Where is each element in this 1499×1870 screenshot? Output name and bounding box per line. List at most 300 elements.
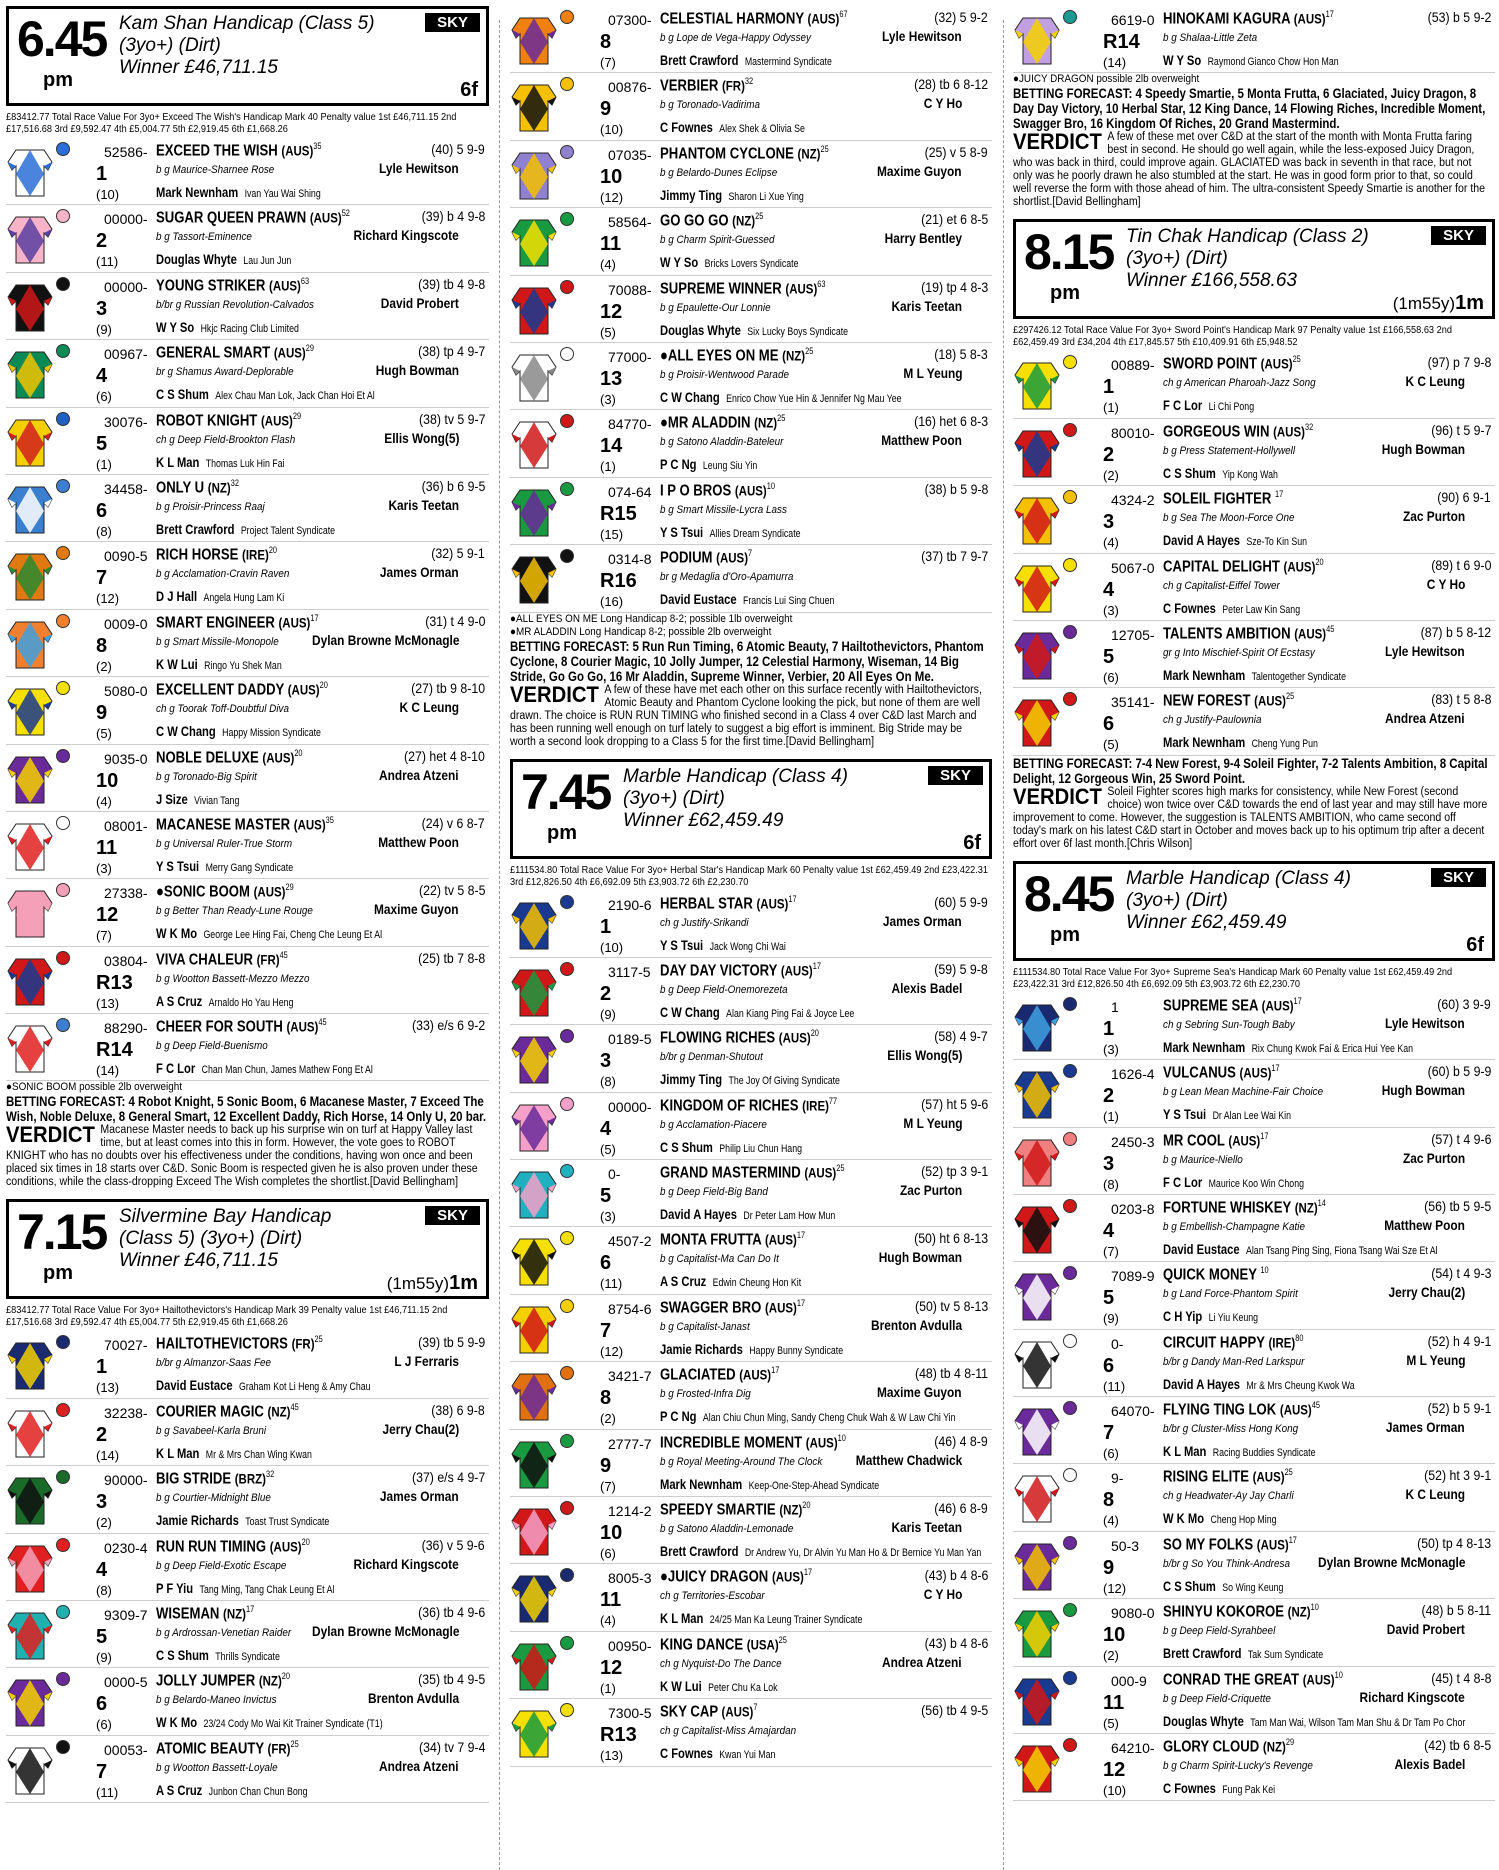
rating-age-weight: (27) het 4 8-10 xyxy=(404,747,485,764)
days-since-run: 32 xyxy=(1304,421,1314,432)
runner-form: 08001- xyxy=(104,817,148,834)
draw-number: (10) xyxy=(96,187,120,202)
jockey-silks-icon xyxy=(6,548,54,602)
horse-name xyxy=(660,1702,758,1721)
trainer-name: C Fownes xyxy=(660,119,713,136)
breeding: b g Belardo-Dunes Eclipse xyxy=(660,166,778,179)
breeding: b g Better Than Ready-Lune Rouge xyxy=(156,905,313,918)
breeding: b g Smart Missile-Lycra Lass xyxy=(660,503,787,516)
horse-name-text: HERBAL STAR xyxy=(660,894,753,912)
trainer-line xyxy=(1163,465,1278,481)
horse-country: (AUS) xyxy=(281,142,314,159)
days-since-run: 20 xyxy=(281,1671,290,1682)
horse-country: (IRE) xyxy=(802,1097,829,1114)
verdict xyxy=(6,1124,486,1189)
trainer-line xyxy=(156,1714,383,1730)
race-prize-info: £83412.77 Total Race Value For 3yo+ Hailtothevictors's Handicap Mark 39 Penalty value 1st £46,711.15 2nd £17,516.68 3rd £9,592.47 4th £5,004.77 5th £2,919.45 6th £1,668.26 xyxy=(6,1305,448,1329)
trainer-name: Y S Tsui xyxy=(660,936,704,953)
runner-row xyxy=(510,1632,992,1699)
horse-country: (NZ) xyxy=(797,145,821,162)
rating-age-weight: (34) tv 7 9-4 xyxy=(418,1738,485,1755)
jockey-silks-icon xyxy=(6,818,54,872)
horse-country: (NZ) xyxy=(782,347,806,364)
runner-form: 80010- xyxy=(1111,424,1155,441)
trainer-line xyxy=(156,319,299,335)
runner-row xyxy=(510,478,992,545)
trainer-line xyxy=(156,1377,371,1393)
jockey-silks-icon xyxy=(1013,1470,1061,1524)
owner-name: Peter Law Kin Sang xyxy=(1222,603,1301,616)
trainer-name: David Eustace xyxy=(660,591,737,608)
horse-name xyxy=(156,545,277,564)
jockey-silks-icon xyxy=(510,1301,558,1355)
trainer-line xyxy=(660,1139,802,1155)
rating-age-weight: (89) t 6 9-0 xyxy=(1430,556,1491,573)
horse-name xyxy=(1163,996,1302,1015)
jockey-silks-icon xyxy=(6,1674,54,1728)
trainer-line xyxy=(660,322,848,338)
cap-colour-icon xyxy=(56,479,70,493)
runner-row xyxy=(1013,351,1495,418)
horse-name xyxy=(660,211,763,230)
runner-row xyxy=(1013,1397,1495,1464)
rating-age-weight: (37) e/s 4 9-7 xyxy=(411,1469,485,1486)
rating-age-weight: (25) v 5 8-9 xyxy=(924,143,988,160)
horse-name-text: ●MR ALADDIN xyxy=(660,414,751,432)
jockey-name: Andrea Atzeni xyxy=(379,1757,459,1774)
runner-row xyxy=(6,745,489,812)
race-subtitle: (3yo+) (Dirt) xyxy=(1126,248,1228,270)
draw-number: (12) xyxy=(600,189,624,205)
column-3 xyxy=(1013,6,1495,1870)
race-distance-yards: (1m55y) xyxy=(386,1274,450,1294)
saddle-number: 3 xyxy=(96,297,108,320)
horse-name xyxy=(156,680,328,699)
jockey-name: Lyle Hewitson xyxy=(1385,1014,1465,1031)
jockey-silks-icon xyxy=(510,349,558,403)
trainer-line xyxy=(660,1273,801,1289)
tv-channel-badge: SKY xyxy=(425,13,480,32)
draw-number: (2) xyxy=(96,1515,112,1531)
rating-age-weight: (50) tp 4 8-13 xyxy=(1417,1534,1491,1551)
rating-age-weight: (60) 5 9-9 xyxy=(934,893,988,910)
saddle-number: R14 xyxy=(96,1039,133,1062)
runner-row xyxy=(6,1736,489,1803)
race-distance-main: 6f xyxy=(460,79,478,101)
horse-name xyxy=(660,1163,844,1182)
cap-colour-icon xyxy=(56,277,70,291)
verdict-heading: VERDICT xyxy=(6,1122,95,1148)
runner-form: 84770- xyxy=(608,416,652,433)
owner-name: Philip Liu Chun Hang xyxy=(719,1142,802,1155)
runner-form: 00000- xyxy=(104,278,148,295)
draw-number: (1) xyxy=(1103,1109,1119,1125)
trainer-line xyxy=(660,1071,840,1087)
horse-name xyxy=(1163,1737,1294,1756)
saddle-number: 12 xyxy=(600,1656,623,1679)
race-title-block xyxy=(1126,226,1369,292)
breeding: b g Deep Field-Onemorezeta xyxy=(660,983,788,996)
draw-number: (10) xyxy=(600,122,624,138)
trainer-line xyxy=(660,456,757,472)
cap-colour-icon xyxy=(56,1672,70,1686)
days-since-run: 29 xyxy=(305,343,314,354)
breeding: b g Deep Field-Buenismo xyxy=(156,1040,268,1053)
runner-row xyxy=(510,141,992,208)
trainer-line xyxy=(1163,1443,1316,1459)
tv-channel-badge: SKY xyxy=(425,1206,480,1225)
runner-form: 0189-5 xyxy=(608,1031,652,1048)
horse-name-text: CELESTIAL HARMONY xyxy=(660,10,804,28)
horse-name xyxy=(156,1469,274,1488)
owner-name: Racing Buddies Syndicate xyxy=(1212,1447,1316,1460)
horse-country: (IRE) xyxy=(242,546,269,563)
horse-name xyxy=(156,1604,254,1623)
owner-name: Edwin Cheung Hon Kit xyxy=(712,1277,802,1290)
jockey-silks-icon xyxy=(1013,1336,1061,1390)
days-since-run: 25 xyxy=(1286,691,1295,702)
breeding: b g Courtier-Midnight Blue xyxy=(156,1492,271,1505)
jockey-name: M L Yeung xyxy=(1405,1351,1465,1368)
runner-form: 0090-5 xyxy=(104,548,148,565)
jockey-silks-icon xyxy=(510,1031,558,1085)
breeding: b/br g Almanzor-Saas Fee xyxy=(156,1357,272,1370)
horse-country: (AUS) xyxy=(807,10,840,27)
race-pm: pm xyxy=(1050,282,1080,305)
runner-row xyxy=(6,1014,489,1081)
runner-row xyxy=(6,677,489,744)
horse-name-text: RUN RUN TIMING xyxy=(156,1537,267,1555)
trainer-line xyxy=(660,254,798,270)
jockey-name: Zac Purton xyxy=(1402,508,1465,525)
rating-age-weight: (24) v 6 8-7 xyxy=(421,814,485,831)
breeding: b/br g Denman-Shutout xyxy=(660,1051,763,1064)
jockey-name: David Probert xyxy=(1386,1621,1465,1638)
horse-name xyxy=(1163,691,1294,710)
rating-age-weight: (52) tp 3 9-1 xyxy=(920,1163,988,1180)
jockey-silks-icon xyxy=(510,1368,558,1422)
trainer-line xyxy=(1163,1780,1275,1796)
owner-name: 24/25 Man Ka Leung Trainer Syndicate xyxy=(709,1614,863,1627)
rating-age-weight: (21) et 6 8-5 xyxy=(920,211,988,228)
cap-colour-icon xyxy=(560,1366,574,1380)
saddle-number: 11 xyxy=(600,233,622,256)
trainer-name: A S Cruz xyxy=(660,1273,707,1290)
rating-age-weight: (37) tb 7 9-7 xyxy=(920,548,988,565)
saddle-number: 6 xyxy=(1103,1354,1115,1377)
horse-country: (NZ) xyxy=(754,414,778,431)
horse-name xyxy=(660,894,797,913)
trainer-name: F C Lor xyxy=(1163,1173,1203,1190)
cap-colour-icon xyxy=(56,1403,70,1417)
owner-name: Mastermind Syndicate xyxy=(744,56,832,68)
horse-name xyxy=(156,1537,310,1556)
jockey-silks-icon xyxy=(1013,1268,1061,1322)
owner-name: Mr & Mrs Chan Wing Kwan xyxy=(205,1448,312,1461)
trainer-name: D J Hall xyxy=(156,588,198,605)
owner-name: Six Lucky Boys Syndicate xyxy=(747,325,849,338)
breeding: ch g Justify-Paulownia xyxy=(1163,714,1262,727)
race-winner: Winner £166,558.63 xyxy=(1126,270,1297,292)
owner-name: Keep-One-Step-Ahead Syndicate xyxy=(748,1479,880,1492)
horse-country: (AUS) xyxy=(1260,355,1293,372)
horse-name-text: COURIER MAGIC xyxy=(156,1403,264,1421)
days-since-run: 35 xyxy=(313,141,322,151)
race-pm: pm xyxy=(547,821,577,844)
breeding: br g Shamus Award-Deplorable xyxy=(156,366,294,379)
owner-name: Graham Kot Li Heng & Amy Chau xyxy=(238,1381,371,1394)
runner-form: 03804- xyxy=(104,952,148,969)
owner-name: Project Talent Syndicate xyxy=(240,524,336,537)
horse-country: (AUS) xyxy=(268,277,301,294)
rating-age-weight: (38) tv 5 9-7 xyxy=(418,410,485,427)
owner-name: Alex Shek & Olivia Se xyxy=(719,123,805,136)
trainer-name: Y S Tsui xyxy=(1163,1106,1207,1123)
horse-name xyxy=(660,144,829,163)
trainer-name: C S Shum xyxy=(1163,464,1216,481)
rating-age-weight: (50) ht 6 8-13 xyxy=(914,1230,988,1247)
saddle-number: R13 xyxy=(600,1724,637,1747)
horse-name xyxy=(1163,1467,1293,1486)
breeding: b g Shalaa-Little Zeta xyxy=(1163,32,1258,44)
trainer-line xyxy=(660,524,801,540)
jockey-name: Maxime Guyon xyxy=(374,901,459,918)
cap-colour-icon xyxy=(1063,1334,1077,1348)
verdict-text: A few of these have met each other on this surface recently with Hailtothevictors, Atomic Beauty and Phantom Cyclone looking the pick, but none of them are well drawn. The choice is RUN RUN TIMING who finished second in a Class 4 over C&D last March and has been running well enough on turf lately to suggest a big effort is imminent. Big Stride may be worth a second look dropping to a Class 5 for the first time.[David Bellingham] xyxy=(510,683,982,748)
trainer-name: Brett Crawford xyxy=(660,52,739,68)
runner-form: 9035-0 xyxy=(104,750,148,767)
draw-number: (4) xyxy=(600,257,616,273)
breeding: b g Proisir-Princess Raaj xyxy=(156,500,265,513)
jockey-name: Andrea Atzeni xyxy=(882,1653,962,1670)
trainer-name: F C Lor xyxy=(1163,397,1203,414)
verdict xyxy=(1013,783,1492,851)
horse-country: (AUS) xyxy=(764,1299,797,1316)
horse-country: (AUS) xyxy=(1279,1401,1312,1418)
jockey-name: K C Leung xyxy=(399,699,459,716)
owner-name: Dr Andrew Yu, Dr Alvin Yu Man Ho & Dr Bernice Yu Man Yan xyxy=(744,1547,982,1560)
horse-name-text: JOLLY JUMPER xyxy=(156,1672,256,1690)
rating-age-weight: (60) b 5 9-9 xyxy=(1427,1063,1491,1080)
runner-form: 64070- xyxy=(1111,1403,1155,1420)
rating-age-weight: (90) 6 9-1 xyxy=(1437,489,1491,506)
draw-number: (2) xyxy=(96,658,112,674)
trainer-name: W K Mo xyxy=(156,925,198,942)
trainer-line xyxy=(1163,600,1300,616)
runner-form: 7089-9 xyxy=(1111,1268,1155,1285)
draw-number: (9) xyxy=(96,321,112,337)
rating-age-weight: (43) b 4 8-6 xyxy=(924,1634,988,1651)
breeding: b g Lean Mean Machine-Fair Choice xyxy=(1163,1086,1324,1099)
horse-country: (AUS) xyxy=(1254,692,1287,709)
horse-name-text: SHINYU KOKOROE xyxy=(1163,1603,1285,1621)
trainer-line xyxy=(156,184,321,200)
cap-colour-icon xyxy=(560,145,574,159)
horse-country: (AUS) xyxy=(1261,997,1294,1014)
jockey-silks-icon xyxy=(6,1020,54,1074)
horse-name xyxy=(660,1230,805,1249)
breeding: ch g Justify-Srikandi xyxy=(660,916,749,929)
jockey-silks-icon xyxy=(510,12,558,66)
breeding: b g Savabeel-Karla Bruni xyxy=(156,1424,267,1437)
cap-colour-icon xyxy=(1063,490,1077,504)
horse-country: (NZ) xyxy=(207,479,231,496)
trainer-name: Y S Tsui xyxy=(660,523,704,540)
saddle-number: 13 xyxy=(600,367,623,390)
breeding: b g Universal Ruler-True Storm xyxy=(156,837,293,850)
jockey-name: James Orman xyxy=(1386,1419,1465,1436)
trainer-line xyxy=(156,925,382,941)
rating-age-weight: (46) 4 8-9 xyxy=(934,1432,988,1449)
owner-name: So Wing Keung xyxy=(1222,1581,1284,1594)
jockey-name: Hugh Bowman xyxy=(878,1249,962,1266)
rating-age-weight: (39) b 4 9-8 xyxy=(421,208,485,225)
cap-colour-icon xyxy=(56,1740,70,1754)
race-header xyxy=(6,6,489,106)
draw-number: (3) xyxy=(1103,602,1119,618)
owner-name: Happy Mission Syndicate xyxy=(222,727,321,740)
horse-name xyxy=(660,1298,805,1317)
jockey-name: Harry Bentley xyxy=(884,230,962,247)
owner-name: Peter Chu Ka Lok xyxy=(708,1681,778,1694)
rating-age-weight: (39) tb 5 9-9 xyxy=(417,1334,485,1351)
verdict-text: Soleil Fighter scores high marks for consistency, while New Forest (second choice) won twice over C&D towards the end of last year and may still have more improvement to come. However, the suggestion is TALENTS AMBITION, who came second off today's mark on his latest C&D start in October and moves back up to his optimum trip after a decent effort over 6f last month.[Chris Wilson] xyxy=(1013,785,1488,850)
saddle-number: 3 xyxy=(600,1050,612,1073)
runner-form: 9080-0 xyxy=(1111,1605,1155,1622)
runner-row xyxy=(510,208,992,275)
jockey-name: Ellis Wong(5) xyxy=(383,429,459,446)
days-since-run: 17 xyxy=(246,1604,255,1615)
trainer-name: K L Man xyxy=(1163,1443,1207,1460)
runner-row xyxy=(6,812,489,879)
horse-name-text: CONRAD THE GREAT xyxy=(1163,1670,1300,1688)
jockey-name: Andrea Atzeni xyxy=(1385,710,1465,727)
horse-country: (NZ) xyxy=(1287,1603,1311,1620)
days-since-run: 17 xyxy=(1260,1130,1269,1141)
breeding: ch g American Pharoah-Jazz Song xyxy=(1163,377,1316,390)
draw-number: (4) xyxy=(96,793,112,809)
horse-name-text: NEW FOREST xyxy=(1163,692,1251,710)
trainer-name: A S Cruz xyxy=(156,1781,203,1798)
owner-name: Allies Dream Syndicate xyxy=(709,527,801,540)
days-since-run: 20 xyxy=(301,1536,310,1547)
cap-colour-icon xyxy=(560,549,574,563)
runner-row xyxy=(510,1362,992,1429)
trainer-line xyxy=(1163,1174,1304,1190)
horse-name-text: CAPITAL DELIGHT xyxy=(1163,557,1280,575)
trainer-line xyxy=(660,1610,862,1626)
cap-colour-icon xyxy=(560,77,574,91)
runner-form: 0000-5 xyxy=(104,1674,148,1691)
days-since-run: 20 xyxy=(294,747,303,758)
trainer-line xyxy=(156,993,293,1009)
days-since-run: 35 xyxy=(325,814,334,825)
horse-name-text: BIG STRIDE xyxy=(156,1470,232,1488)
verdict-text: A few of these met over C&D at the start of the month with Monta Frutta faring best in second. He should go well again, while the less-exposed Juicy Dragon, who was back in third, could improve again. GLACIATED was back in seventh in that race, but not only was he poorly drawn he also stumbled at the start. He was in good form prior to that, so could well reverse the form with those ahead of him. The ultra-consistent Speedy Smartie is another for the shortlist.[David Bellingham] xyxy=(1013,131,1486,209)
cap-colour-icon xyxy=(1063,1468,1077,1482)
breeding: b/br g Cluster-Miss Hong Kong xyxy=(1163,1423,1299,1436)
trainer-name: C S Shum xyxy=(156,1647,209,1664)
breeding: ch g Deep Field-Brookton Flash xyxy=(156,433,296,446)
jockey-name: Karis Teetan xyxy=(388,496,459,513)
breeding: b g Maurice-Sharnee Rose xyxy=(156,164,275,176)
trainer-line xyxy=(1163,1510,1277,1526)
horse-country: (AUS) xyxy=(269,1537,302,1554)
draw-number: (6) xyxy=(96,389,112,405)
jockey-name: Dylan Browne McMonagle xyxy=(311,1623,459,1640)
horse-name xyxy=(156,478,239,497)
runner-form: 35141- xyxy=(1111,694,1155,711)
jockey-silks-icon xyxy=(510,147,558,201)
owner-name: Alan Chiu Chun Ming, Sandy Cheng Chuk Wah & W Law Chi Yin xyxy=(702,1412,956,1425)
horse-name-text: ●SONIC BOOM xyxy=(156,883,250,901)
days-since-run: 77 xyxy=(828,1095,838,1106)
rating-age-weight: (35) tb 4 9-5 xyxy=(417,1671,485,1688)
cap-colour-icon xyxy=(56,883,70,897)
trainer-name: C W Chang xyxy=(156,723,216,740)
jockey-silks-icon xyxy=(510,1705,558,1759)
draw-number: (1) xyxy=(600,459,616,475)
runner-row xyxy=(6,1668,489,1735)
days-since-run: 10 xyxy=(766,480,775,491)
runner-row xyxy=(6,273,489,340)
trainer-name: Douglas Whyte xyxy=(1163,1712,1244,1729)
trainer-name: C H Yip xyxy=(1163,1308,1203,1325)
saddle-number: 1 xyxy=(96,1356,108,1379)
horse-country: (AUS) xyxy=(273,344,306,361)
cap-colour-icon xyxy=(560,895,574,909)
jockey-silks-icon xyxy=(6,1540,54,1594)
jockey-silks-icon xyxy=(510,1166,558,1220)
trainer-line xyxy=(156,521,335,537)
trainer-line xyxy=(156,1512,329,1528)
runner-form: 1626-4 xyxy=(1111,1066,1155,1083)
trainer-line xyxy=(156,1782,308,1798)
cap-colour-icon xyxy=(56,1018,70,1032)
trainer-line xyxy=(1163,734,1318,750)
breeding: b g Deep Field-Syrahbeel xyxy=(1163,1625,1276,1638)
draw-number: (13) xyxy=(96,995,120,1011)
cap-colour-icon xyxy=(56,1335,70,1349)
breeding: ch g Territories-Escobar xyxy=(660,1590,765,1603)
jockey-name: C Y Ho xyxy=(923,1586,962,1603)
race-distance xyxy=(1466,934,1484,957)
saddle-number: 2 xyxy=(96,1423,108,1446)
horse-name-text: KING DANCE xyxy=(660,1636,744,1654)
jockey-silks-icon xyxy=(6,1472,54,1526)
horse-country: (NZ) xyxy=(1294,1199,1318,1216)
saddle-number: 10 xyxy=(600,165,623,188)
breeding: b g Belardo-Maneo Invictus xyxy=(156,1694,277,1707)
breeding: b g Epaulette-Our Lonnie xyxy=(660,301,771,314)
horse-name xyxy=(1163,422,1313,441)
days-since-run: 45 xyxy=(290,1401,299,1412)
rating-age-weight: (36) b 6 9-5 xyxy=(421,477,485,494)
cap-colour-icon xyxy=(560,1097,574,1111)
horse-name xyxy=(156,1671,290,1690)
runner-form: 9- xyxy=(1111,1470,1124,1487)
trainer-line xyxy=(1163,1308,1258,1324)
days-since-run: 17 xyxy=(1275,489,1284,500)
horse-name xyxy=(1163,1400,1320,1419)
jockey-name: M L Yeung xyxy=(902,1114,962,1131)
saddle-number: 3 xyxy=(1103,1152,1115,1175)
breeding: b g Royal Meeting-Around The Clock xyxy=(660,1455,823,1468)
race-title: Marble Handicap (Class 4) xyxy=(623,765,848,787)
horse-name-text: MACANESE MASTER xyxy=(156,816,291,834)
jockey-name: Hugh Bowman xyxy=(1381,440,1465,457)
runner-form: 4324-2 xyxy=(1111,492,1155,509)
